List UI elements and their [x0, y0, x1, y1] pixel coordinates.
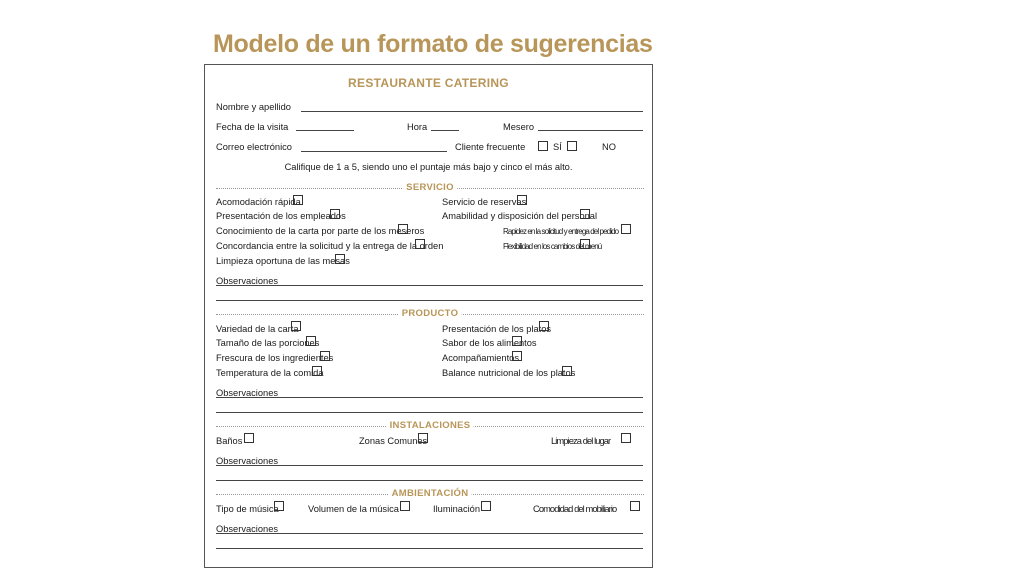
observaciones-line[interactable]	[216, 397, 643, 398]
rating-box[interactable]	[418, 433, 428, 443]
rating-box[interactable]	[244, 433, 254, 443]
rating-box[interactable]	[415, 239, 425, 249]
servicio-item: Servicio de reservas	[442, 197, 527, 207]
rating-box[interactable]	[335, 254, 345, 264]
section-producto	[216, 308, 644, 320]
rating-box[interactable]	[621, 433, 631, 443]
nombre-label: Nombre y apellido	[216, 102, 291, 112]
section-heading: SERVICIO	[403, 182, 457, 194]
rating-box[interactable]	[320, 351, 330, 361]
nombre-field[interactable]	[301, 111, 643, 112]
rating-box[interactable]	[274, 501, 284, 511]
rating-box[interactable]	[539, 321, 549, 331]
producto-item: Balance nutricional de los platos	[442, 368, 576, 378]
producto-item: Frescura de los ingredientes	[216, 353, 334, 363]
instalaciones-item: Baños	[216, 436, 243, 446]
ambientacion-item: Comodidad del mobiliario	[533, 504, 617, 514]
section-heading: AMBIENTACIÓN	[389, 488, 472, 500]
observaciones-line[interactable]	[216, 285, 643, 286]
observaciones-line[interactable]	[216, 300, 643, 301]
servicio-item: Conocimiento de la carta por parte de los meseros	[216, 226, 425, 236]
producto-item: Acompañamientos	[442, 353, 519, 363]
rating-box[interactable]	[512, 336, 522, 346]
rating-box[interactable]	[580, 209, 590, 219]
rating-box[interactable]	[306, 336, 316, 346]
rating-box[interactable]	[562, 366, 572, 376]
page-title: Modelo de un formato de sugerencias	[213, 30, 653, 58]
fecha-label: Fecha de la visita	[216, 122, 289, 132]
ambientacion-item: Tipo de música	[216, 504, 279, 514]
ambientacion-item: Iluminación	[433, 504, 481, 514]
producto-item: Sabor de los alimentos	[442, 338, 537, 348]
hora-field[interactable]	[431, 130, 459, 131]
rating-box[interactable]	[580, 239, 590, 249]
cliente-si-checkbox[interactable]	[538, 141, 548, 151]
producto-item: Temperatura de la comida	[216, 368, 324, 378]
servicio-item: Flexibilidad en los cambios del menú	[503, 242, 602, 251]
servicio-item: Acomodación rápida	[216, 197, 301, 207]
section-ambientacion	[216, 488, 644, 500]
servicio-item: Concordancia entre la solicitud y la entrega de la orden	[216, 241, 444, 251]
observaciones-label: Observaciones	[216, 456, 279, 466]
mesero-field[interactable]	[538, 130, 643, 131]
observaciones-label: Observaciones	[216, 524, 279, 534]
hora-label: Hora	[407, 122, 428, 132]
suggestion-form	[204, 64, 653, 568]
cliente-frecuente-label: Cliente frecuente	[455, 142, 526, 152]
cliente-no-checkbox[interactable]	[567, 141, 577, 151]
servicio-item: Amabilidad y disposición del personal	[442, 211, 598, 221]
rating-box[interactable]	[621, 224, 631, 234]
servicio-item: Limpieza oportuna de las mesas	[216, 256, 350, 266]
rating-box[interactable]	[312, 366, 322, 376]
rating-box[interactable]	[481, 501, 491, 511]
ambientacion-item: Volumen de la música	[308, 504, 399, 514]
producto-item: Tamaño de las porciones	[216, 338, 320, 348]
rating-box[interactable]	[293, 195, 303, 205]
observaciones-line[interactable]	[216, 412, 643, 413]
observaciones-line[interactable]	[216, 548, 643, 549]
instalaciones-item: Limpieza del lugar	[551, 436, 611, 446]
correo-field[interactable]	[301, 151, 447, 152]
section-instalaciones	[216, 420, 644, 432]
si-label: SÍ	[553, 142, 562, 152]
instructions: Califique de 1 a 5, siendo uno el puntaje más bajo y cinco el más alto.	[284, 162, 573, 172]
rating-box[interactable]	[400, 501, 410, 511]
fecha-field[interactable]	[296, 130, 354, 131]
producto-item: Variedad de la carta	[216, 324, 299, 334]
no-label: NO	[602, 142, 616, 152]
rating-box[interactable]	[330, 209, 340, 219]
servicio-item: Presentación de los empleados	[216, 211, 346, 221]
instalaciones-item: Zonas Comunes	[359, 436, 428, 446]
rating-box[interactable]	[630, 501, 640, 511]
section-heading: PRODUCTO	[399, 308, 462, 320]
observaciones-line[interactable]	[216, 465, 643, 466]
observaciones-line[interactable]	[216, 480, 643, 481]
observaciones-label: Observaciones	[216, 276, 279, 286]
mesero-label: Mesero	[503, 122, 535, 132]
correo-label: Correo electrónico	[216, 142, 292, 152]
section-heading: INSTALACIONES	[387, 420, 474, 432]
rating-box[interactable]	[512, 351, 522, 361]
form-title: RESTAURANTE CATERING	[348, 76, 509, 90]
rating-box[interactable]	[291, 321, 301, 331]
rating-box[interactable]	[517, 195, 527, 205]
observaciones-line[interactable]	[216, 533, 643, 534]
producto-item: Presentación de los platos	[442, 324, 552, 334]
servicio-item: Rapidez en la solicitud y entrega del pedido	[503, 227, 619, 236]
observaciones-label: Observaciones	[216, 388, 279, 398]
section-servicio	[216, 182, 644, 194]
rating-box[interactable]	[398, 224, 408, 234]
